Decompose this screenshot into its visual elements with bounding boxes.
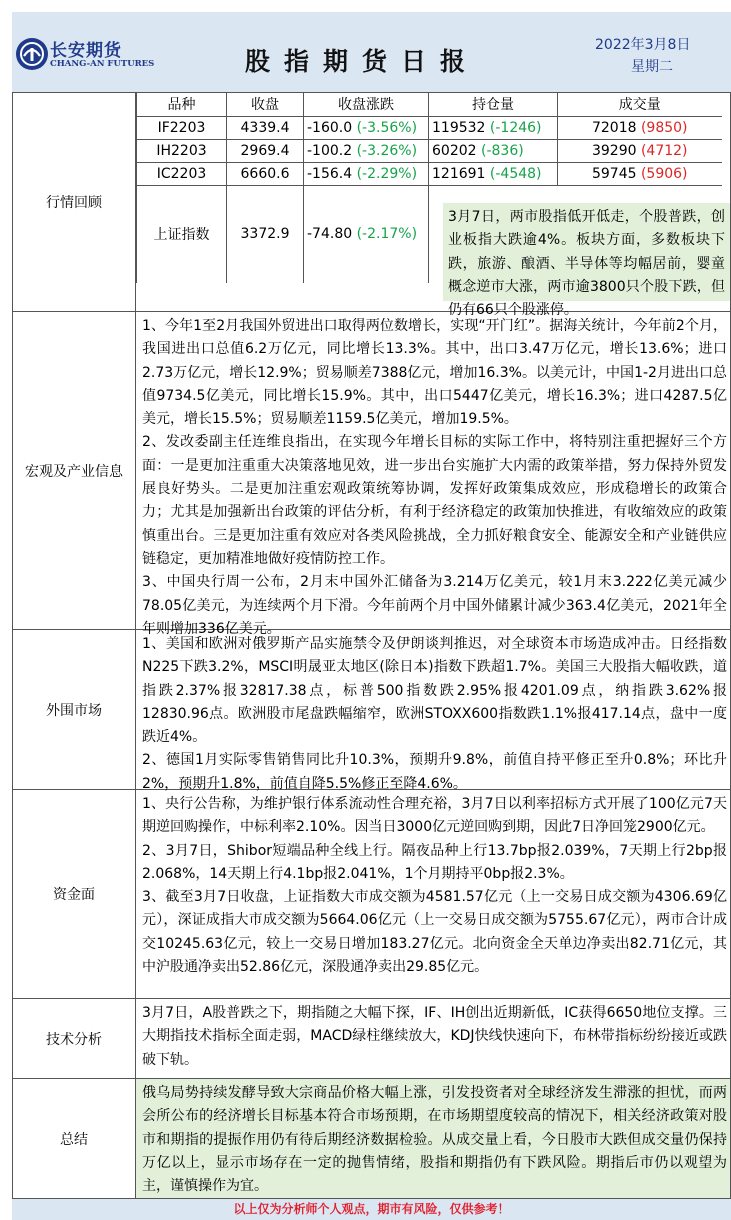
oi-value: 121691 xyxy=(432,165,486,182)
oi-change: (-836) xyxy=(481,142,524,159)
volume-change: (9850) xyxy=(640,119,688,136)
change-pct: (-2.17%) xyxy=(356,226,418,243)
change-value: -160.0 xyxy=(307,119,353,136)
table-row xyxy=(137,139,722,162)
section-label: 行情回顾 xyxy=(13,93,136,311)
oi-value: 60202 xyxy=(432,142,477,159)
volume-value: 59745 xyxy=(591,165,637,182)
company-logo xyxy=(14,34,155,84)
header-cell: 收盘涨跌 xyxy=(304,93,429,116)
macro-text: 1、今年1至2月我国外贸进出口取得两位数增长，实现“开门红”。据海关统计，今年前2个月，我国进出口总值6.2万亿元，同比增长13.3%。其中，出口3.47万亿元，增长13.6%；进口2.73万亿元，增长12.9%；贸易顺差7388亿元，增加16.3%。以美元计，中国1-2月进出口总值9734.5亿美元，同比增长15.9%。其中，出口5447亿美元，增长16.3%；进口4287.5亿美元，增长15.5%；贸易顺差1159.5亿美元，增加19.5%。 2、发改委副主任连维良指出，在实现今年增长目标的实际工作中，将特别注重把握好三个方面：一是更加注重重大决策落地见效，进一步出台实施扩大内需的政策举措，努力保持外贸发展良好势头。二是更加注重宏观政策统筹协调，发挥好政策集成效应，形成稳增长的政策合力；尤其是加强新出台政策的评估分析，有利于经济稳定的政策加快推进，有收缩效应的政策慎重出台。三是更加注重有效应对各类风险挑战，全力抓好粮食安全、能源安全和产业链供应链稳定，更加精准地做好疫情防控工作。 3、中国央行周一公布，2月末中国外汇储备为3.214万亿美元，较1月末3.222亿美元减少78.05亿美元，为连续两个月下滑。今年前两个月中国外储累计减少363.4亿美元，2021年全年则增加336亿美元。 xyxy=(142,318,727,637)
close-change xyxy=(304,139,429,162)
open-interest xyxy=(429,139,558,162)
logo-chinese-name: 长安期货 xyxy=(50,41,122,61)
volume-change: (4712) xyxy=(640,142,688,159)
table-row xyxy=(137,116,722,139)
header-cell: 成交量 xyxy=(558,93,722,116)
close-change xyxy=(304,162,429,185)
section-market-review xyxy=(13,93,730,319)
report-date: 2022年3月8日 xyxy=(595,37,691,53)
change-value: -74.80 xyxy=(307,226,353,243)
index-name: 上证指数 xyxy=(137,185,227,283)
market-comment: 3月7日，两市股指低开低走，个股普跌，创业板指大跌逾4%。板块方面，多数板块下跌，旅游、酿酒、半导体等均幅居前，婴童概念逆市大涨，两市逾3800只个股下跌，但仍有66只个股涨停。 xyxy=(443,203,730,301)
close-price: 2969.4 xyxy=(227,139,304,162)
volume-change: (5906) xyxy=(640,165,688,182)
report-header xyxy=(12,12,731,92)
close-price: 6660.6 xyxy=(227,162,304,185)
disclaimer: 以上仅为分析师个人观点，期市有风险，仅供参考！ xyxy=(12,1199,731,1220)
oi-change: (-1246) xyxy=(489,119,542,136)
open-interest xyxy=(429,116,558,139)
volume-value: 39290 xyxy=(591,142,637,159)
oi-change: (-4548) xyxy=(489,165,542,182)
section-label: 总结 xyxy=(13,1079,136,1198)
logo-emblem-icon xyxy=(14,36,50,72)
technical-text: 3月7日，A股普跌之下，期指随之大幅下探，IF、IH创出近期新低，IC获得6650地位支撑。三大期指技术指标全面走弱，MACD绿柱继续放大，KDJ快线快速向下，布林带指标纷纷接近或跌破下轨。 xyxy=(142,1005,727,1068)
table-row xyxy=(137,162,722,185)
volume xyxy=(558,162,722,185)
change-pct: (-2.29%) xyxy=(356,165,418,182)
funds-text: 1、央行公告称，为维护银行体系流动性合理充裕，3月7日以利率招标方式开展了100亿元7天期逆回购操作，中标利率2.10%。因当日3000亿元逆回购到期，因此7日净回笼2900亿元。 2、3月7日，Shibor短端品种全线上行。隔夜品种上行13.7bp报2.039%，7天期上行2bp报2.068%，14天期上行4.1bp报2.041%，1个月期持平0bp报2.3%。 3、截至3月7日收盘，上证指数大市成交额为4581.57亿元（上一交易日成交额为4306.69亿元），深证成指大市成交额为5664.06亿元（上一交易日成交额为5755.67亿元），两市合计成交10245.63亿元，较上一交易日增加183.27亿元。北向资金全天单边净卖出82.71亿元，其中沪股通净卖出52.86亿元，深股通净卖出29.85亿元。 xyxy=(142,796,727,976)
volume xyxy=(558,116,722,139)
section-funds xyxy=(13,790,730,999)
section-label: 资金面 xyxy=(13,790,136,998)
close-price: 4339.4 xyxy=(227,116,304,139)
header-cell: 品种 xyxy=(137,93,227,116)
contract-name: IF2203 xyxy=(137,116,227,139)
section-summary xyxy=(13,1079,730,1198)
overseas-text: 1、美国和欧洲对俄罗斯产品实施禁令及伊朗谈判推迟，对全球资本市场造成冲击。日经指数N225下跌3.2%，MSCI明晟亚太地区(除日本)指数下跌超1.7%。美国三大股指大幅收跌，道指跌2.37%报32817.38点，标普500指数跌2.95%报4201.09点，纳指跌3.62%报12830.96点。欧洲股市尾盘跌幅缩窄，欧洲STOXX600指数跌1.1%报417.14点，盘中一度跌近4%。 2、德国1月实际零售销售同比升10.3%，预期升9.8%，前值自持平修正至升0.8%；环比升2%，预期升1.8%，前值自降5.5%修正至降4.6%。 xyxy=(142,636,727,792)
logo-english-name: CHANG-AN FUTURES xyxy=(50,59,155,69)
report-title: 股指期货日报 xyxy=(244,47,479,76)
section-label: 外围市场 xyxy=(13,630,136,789)
change-pct: (-3.56%) xyxy=(356,119,418,136)
section-technical xyxy=(13,999,730,1079)
section-overseas xyxy=(13,630,730,790)
volume xyxy=(558,139,722,162)
oi-value: 119532 xyxy=(432,119,486,136)
change-value: -100.2 xyxy=(307,142,353,159)
header-cell: 持仓量 xyxy=(429,93,558,116)
report-body xyxy=(12,92,731,1199)
section-label: 宏观及产业信息 xyxy=(13,312,136,629)
summary-text: 俄乌局势持续发酵导致大宗商品价格大幅上涨，引发投资者对全球经济发生滞涨的担忧，而两会所公布的经济增长目标基本符合市场预期，在市场期望度较高的情况下，相关经济政策对股市和期指的提振作用仍有待后期经济数据检验。从成交量上看，今日股市大跌但成交量仍保持万亿以上，显示市场存在一定的抛售情绪，股指和期指仍有下跌风险。期指后市仍以观望为主，谨慎操作为宜。 xyxy=(136,1079,730,1198)
volume-value: 72018 xyxy=(591,119,637,136)
close-change xyxy=(304,116,429,139)
header-cell: 收盘 xyxy=(227,93,304,116)
contract-name: IC2203 xyxy=(137,162,227,185)
section-label: 技术分析 xyxy=(13,999,136,1078)
contract-name: IH2203 xyxy=(137,139,227,162)
change-value: -156.4 xyxy=(307,165,353,182)
index-close: 3372.9 xyxy=(227,185,304,283)
change-pct: (-3.26%) xyxy=(356,142,418,159)
report-weekday: 星期二 xyxy=(631,59,673,75)
table-header-row xyxy=(137,93,722,116)
index-change xyxy=(304,185,429,283)
open-interest xyxy=(429,162,558,185)
section-macro xyxy=(13,312,730,637)
